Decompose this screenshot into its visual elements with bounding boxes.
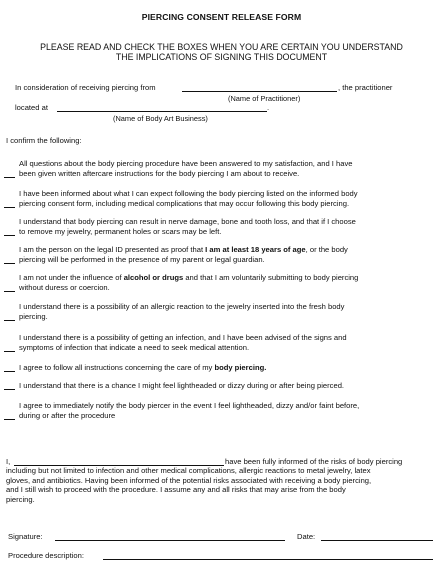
procedure-label: Procedure description: — [8, 551, 84, 560]
subtitle-line-2: THE IMPLICATIONS OF SIGNING THIS DOCUMENT — [115, 52, 328, 63]
checkbox-line[interactable] — [4, 320, 15, 321]
date-label: Date: — [297, 532, 316, 541]
item-text: I understand there is a possibility of getting an infection, and I have been advised of the signs and symptoms of infection that indicate a need to seek medical attention. — [19, 333, 347, 352]
release-line-1: have been fully informed of the risks of body piercing — [225, 457, 403, 466]
item-text: I understand that body piercing can result in nerve damage, bone and tooth loss, and that if I choose to remove my jewelry, permanent holes or scars may be left. — [19, 217, 356, 236]
business-name-field[interactable] — [57, 111, 267, 112]
located-at-label: located at — [15, 103, 48, 112]
checkbox-line[interactable] — [4, 351, 15, 352]
form-title: PIERCING CONSENT RELEASE FORM — [141, 12, 302, 22]
release-paragraph: including but not limited to infection and other medical complications, allergic reactions to metal jewelry, latex gloves, and antibiotics. Having been informed of the potential risks associated with receiving a body piercing, and I still wish to proceed with the procedure. I assume any and all risks that may arise from the body piercing. — [6, 466, 372, 504]
form-subtitle — [10, 42, 433, 63]
subtitle-line-1: PLEASE READ AND CHECK THE BOXES WHEN YOU ARE CERTAIN YOU UNDERSTAND — [40, 42, 403, 52]
checkbox-line[interactable] — [4, 207, 15, 208]
consideration-prefix: In consideration of receiving piercing from — [15, 83, 156, 92]
confirm-label: I confirm the following: — [6, 136, 82, 145]
item-text: I have been informed about what I can expect following the body piercing listed on the informed body piercing consent form, including medical complications that may occur following this body piercing. — [19, 189, 358, 208]
item-text: I am the person on the legal ID presented as proof that I am at least 18 years of age, or the body piercing will be performed in the presence of my parent or legal guardian. — [19, 245, 348, 264]
checkbox-line[interactable] — [4, 235, 15, 236]
checkbox-line[interactable] — [4, 419, 15, 420]
checkbox-line[interactable] — [4, 263, 15, 264]
item-text: I agree to immediately notify the body piercer in the event I feel lightheaded, dizzy and/or faint before, during or after the procedure — [19, 401, 360, 420]
checkbox-line[interactable] — [4, 371, 15, 372]
checkbox-line[interactable] — [4, 291, 15, 292]
release-prefix: I, — [6, 457, 11, 466]
signature-label: Signature: — [8, 532, 43, 541]
item-text: All questions about the body piercing procedure have been answered to my satisfaction, and I have been given written aftercare instructions for the body piercing I am about to receive. — [19, 159, 353, 178]
business-caption: (Name of Body Art Business) — [113, 114, 208, 123]
located-end: . — [267, 103, 270, 112]
signature-field[interactable] — [55, 540, 285, 541]
item-text: I am not under the influence of alcohol or drugs and that I am voluntarily submitting to body piercing without duress or coercion. — [19, 273, 359, 292]
item-text: I understand that there is a chance I might feel lightheaded or dizzy during or after being pierced. — [19, 381, 345, 390]
item-text: I agree to follow all instructions concerning the care of my body piercing. — [19, 363, 267, 372]
procedure-field[interactable] — [103, 559, 433, 560]
practitioner-caption: (Name of Practitioner) — [228, 94, 301, 103]
checkbox-line[interactable] — [4, 177, 15, 178]
item-text: I understand there is a possibility of an allergic reaction to the jewelry inserted into the fresh body piercing. — [19, 302, 345, 321]
date-field[interactable] — [321, 540, 433, 541]
checkbox-line[interactable] — [4, 389, 15, 390]
consideration-suffix: , the practitioner — [338, 83, 393, 92]
practitioner-name-field[interactable] — [182, 91, 337, 92]
